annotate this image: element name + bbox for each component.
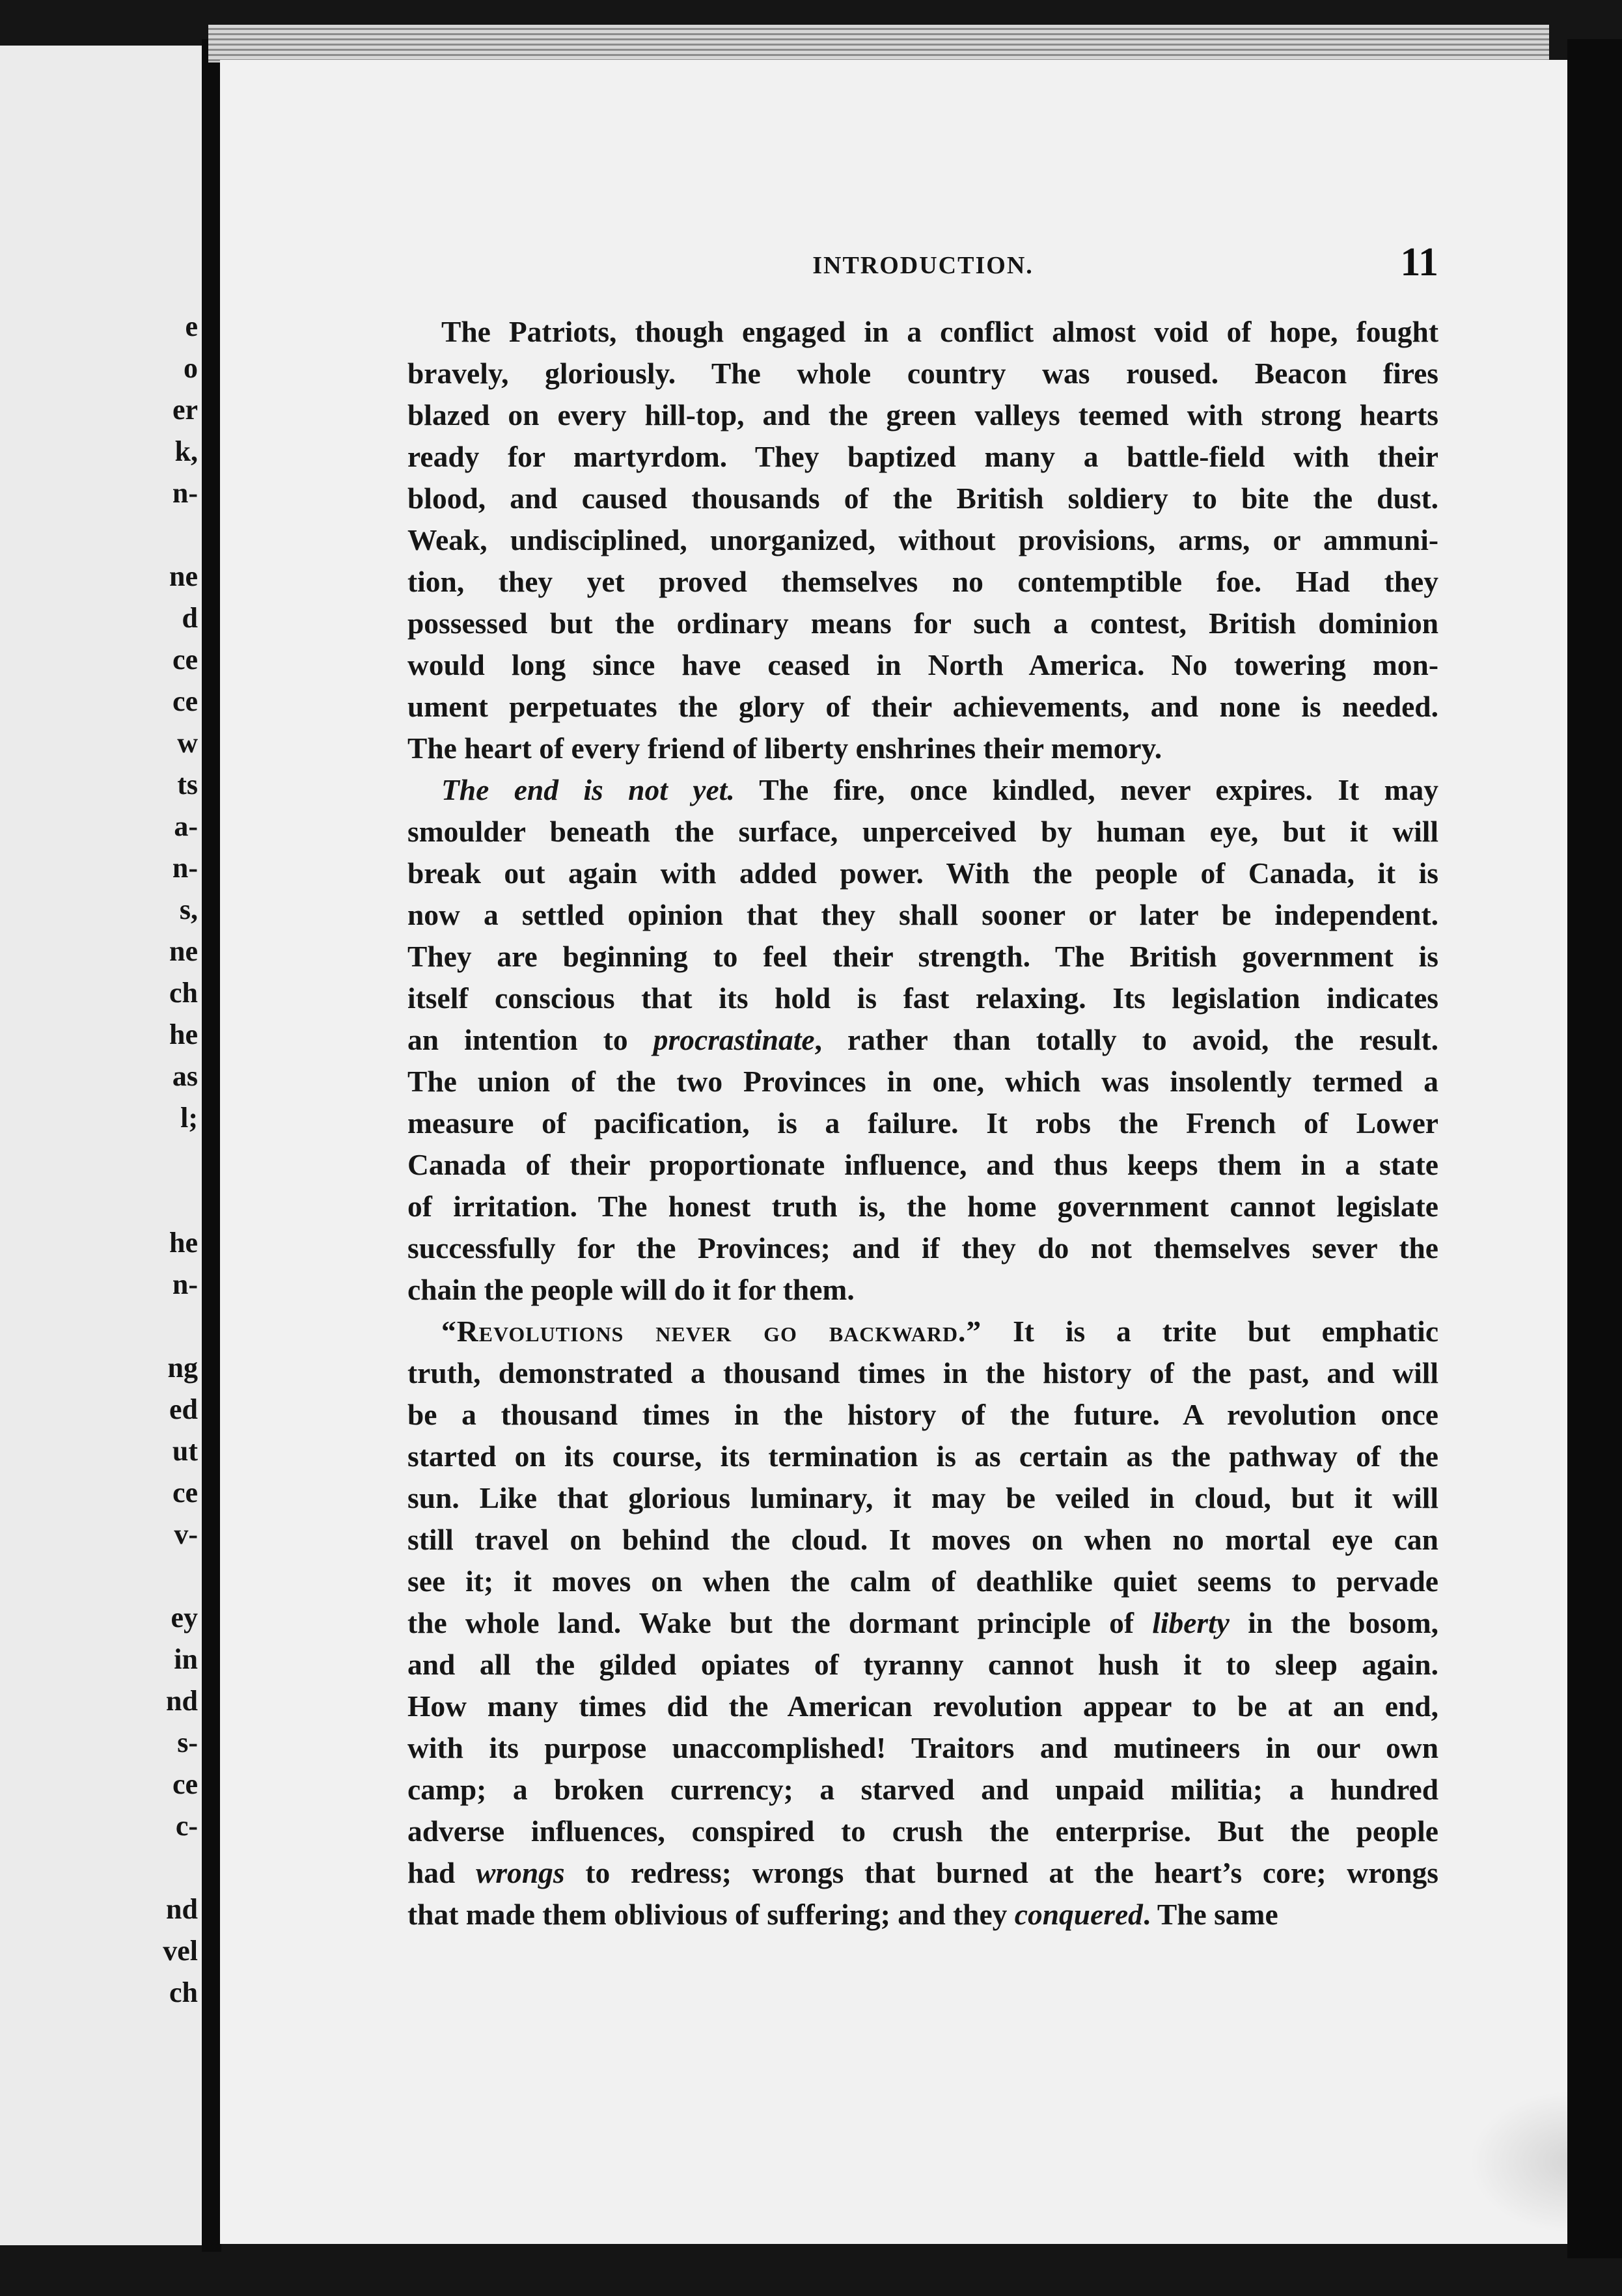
text-line: truth, demonstrated a thousand times in the history of the past, and will (407, 1356, 1438, 1389)
text-line: possessed but the ordinary means for such a contest, British dominion (407, 607, 1438, 640)
text-line: They are beginning to feel their strength. The British government is (407, 940, 1438, 973)
text-line: The union of the two Provinces in one, which was insolently termed a (407, 1065, 1438, 1098)
text-line: with its purpose unaccomplished! Traitors and mutineers in our own (407, 1731, 1438, 1764)
italic-phrase: procrastinate (653, 1023, 815, 1056)
text-line: of irritation. The honest truth is, the home government cannot legislate (407, 1190, 1438, 1223)
text-line: successfully for the Provinces; and if they do not themselves sever the (407, 1231, 1438, 1264)
previous-page-line-ends: e o er k, n- ne d ce ce w ts a- n- s, ne ch he as l; he n- ng ed ut ce v- ey in nd s- ce c- nd vel ch (163, 310, 198, 2008)
page-number: 11 (1400, 240, 1438, 284)
text-line: The end is not yet. The fire, once kindled, never expires. It may (441, 773, 1438, 806)
text-line: The heart of every friend of liberty enshrines their memory. (407, 731, 1162, 765)
text-line: blazed on every hill-top, and the green valleys teemed with strong hearts (407, 398, 1438, 431)
text-line: see it; it moves on when the calm of deathlike quiet seems to pervade (407, 1565, 1438, 1598)
text-line: the whole land. Wake but the dormant principle of liberty in the bosom, (407, 1606, 1438, 1639)
text-line: measure of pacification, is a failure. It robs the French of Lower (407, 1106, 1438, 1140)
text-line: Weak, undisciplined, unorganized, without provisions, arms, or ammuni- (407, 523, 1438, 556)
paragraph (407, 311, 1438, 769)
text-line: tion, they yet proved themselves no contemptible foe. Had they (407, 565, 1438, 598)
italic-phrase: liberty (1152, 1606, 1230, 1639)
text-line: ument perpetuates the glory of their achievements, and none is needed. (407, 690, 1438, 723)
text-line: that made them oblivious of suffering; and they conquered. The same (407, 1898, 1278, 1931)
italic-phrase: conquered (1014, 1898, 1143, 1931)
text-line: started on its course, its termination is as certain as the pathway of the (407, 1440, 1438, 1473)
text-line: “Revolutions never go backward.” It is a trite but emphatic (441, 1315, 1438, 1348)
book-gutter (202, 39, 221, 2252)
running-head: INTRODUCTION. (812, 252, 1034, 279)
text-line: an intention to procrastinate, rather than totally to avoid, the result. (407, 1023, 1438, 1056)
text-line: still travel on behind the cloud. It moves on when no mortal eye can (407, 1523, 1438, 1556)
body-text (407, 311, 1438, 1935)
paragraph (407, 769, 1438, 1311)
text-line: would long since have ceased in North America. No towering mon- (407, 648, 1438, 681)
page-right-edge (1567, 39, 1622, 2258)
text-line: Canada of their proportionate influence, and thus keeps them in a state (407, 1148, 1438, 1181)
lead-small-caps: “Revolutions never go backward.” (441, 1315, 982, 1348)
text-line: blood, and caused thousands of the British soldiery to bite the dust. (407, 482, 1438, 515)
italic-phrase: wrongs (476, 1856, 565, 1889)
text-line: smoulder beneath the surface, unperceived by human eye, but it will (407, 815, 1438, 848)
previous-page-fragment (0, 46, 202, 2245)
text-line: and all the gilded opiates of tyranny cannot hush it to sleep again. (407, 1648, 1438, 1681)
text-line: The Patriots, though engaged in a conflict almost void of hope, fought (441, 315, 1438, 348)
text-line: itself conscious that its hold is fast relaxing. Its legislation indicates (407, 981, 1438, 1015)
page-stack-edge (208, 25, 1549, 62)
text-line: sun. Like that glorious luminary, it may be veiled in cloud, but it will (407, 1481, 1438, 1514)
text-line: had wrongs to redress; wrongs that burned at the heart’s core; wrongs (407, 1856, 1438, 1889)
paragraph (407, 1311, 1438, 1935)
lead-italic: The end is not yet. (441, 773, 735, 806)
text-line: break out again with added power. With the people of Canada, it is (407, 856, 1438, 890)
text-line: now a settled opinion that they shall sooner or later be independent. (407, 898, 1438, 931)
text-line: chain the people will do it for them. (407, 1273, 855, 1306)
text-line: How many times did the American revolution appear to be at an end, (407, 1689, 1438, 1723)
page-header (407, 239, 1438, 292)
text-line: be a thousand times in the history of the future. A revolution once (407, 1398, 1438, 1431)
text-line: ready for martyrdom. They baptized many a battle-field with their (407, 440, 1438, 473)
text-line: adverse influences, conspired to crush the enterprise. But the people (407, 1814, 1438, 1848)
text-line: bravely, gloriously. The whole country was roused. Beacon fires (407, 357, 1438, 390)
text-line: camp; a broken currency; a starved and unpaid militia; a hundred (407, 1773, 1438, 1806)
